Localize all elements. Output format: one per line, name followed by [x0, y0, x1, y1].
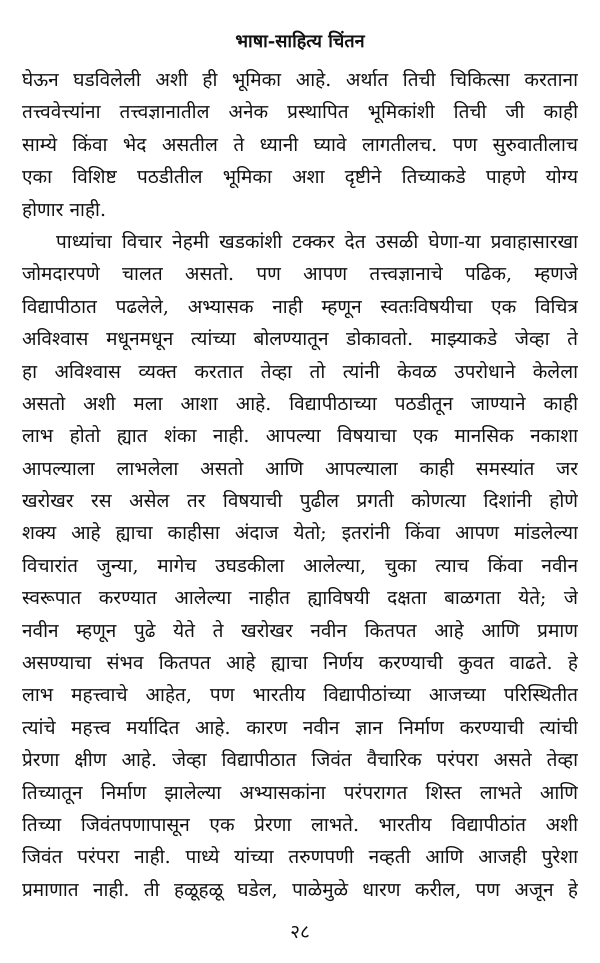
text-line: नवीन म्हणून पुढे येते ते खरोखर नवीन कितपत आहे आणि प्रमाण	[22, 619, 578, 642]
text-line: घेऊन घडविलेली अशी ही भूमिका आहे. अर्थात तिची चिकित्सा करताना	[22, 69, 578, 91]
text-line: अविश्वास मधूनमधून त्यांच्या बोलण्यातून डोकावतो. माझ्याकडे जेव्हा ते	[22, 328, 578, 351]
text-line: होणार नाही.	[22, 198, 106, 221]
text-line: साम्ये किंवा भेद असतील ते ध्यानी घ्यावे लागतीलच. पण सुरुवातीलाच	[22, 133, 578, 156]
text-line: स्वरूपात करण्यात आलेल्या नाहीत ह्याविषयी दक्षता बाळगता येते; जे	[22, 587, 578, 610]
text-line: प्रेरणा क्षीण आहे. जेव्हा विद्यापीठात जिवंत वैचारिक परंपरा असते तेव्हा	[22, 749, 578, 772]
text-line: शक्य आहे ह्याचा काहीसा अंदाज येतो; इतरांनी किंवा आपण मांडलेल्या	[22, 522, 578, 545]
text-line: एका विशिष्ट पठडीतील भूमिका अशा दृष्टीने तिच्याकडे पाहणे योग्य	[22, 166, 578, 189]
text-line: हा अविश्वास व्यक्त करतात तेव्हा तो त्यांनी केवळ उपरोधाने केलेला	[22, 360, 578, 383]
text-line: जिवंत परंपरा नाही. पाध्ये यांच्या तरुणपणी नव्हती आणि आजही पुरेशा	[22, 846, 578, 869]
text-line: तिच्या जिवंतपणापासून एक प्रेरणा लाभते. भारतीय विद्यापीठांत अशी	[22, 813, 578, 836]
text-line: आपल्याला लाभलेला असतो आणि आपल्याला काही समस्यांत जर	[22, 457, 578, 480]
text-line: त्यांचे महत्त्व मर्यादित आहे. कारण नवीन ज्ञान निर्माण करण्याची त्यांची	[22, 716, 578, 739]
text-line: जोमदारपणे चालत असतो. पण आपण तत्त्वज्ञानाचे पढिक, म्हणजे	[22, 263, 578, 286]
text-line: तत्त्ववेत्त्यांना तत्त्वज्ञानातील अनेक प्रस्थापित भूमिकांशी तिची जी काही	[22, 101, 578, 124]
text-line: तिच्यातून निर्माण झालेल्या अभ्यासकांना परंपरागत शिस्त लाभते आणि	[22, 781, 578, 804]
text-line: विचारांत जुन्या, मागेच उघडकीला आलेल्या, चुका त्याच किंवा नवीन	[22, 554, 578, 577]
paragraph-first-line: पाध्यांचा विचार नेहमी खडकांशी टक्कर देत उसळी घेणा-या प्रवाहासारखा	[56, 230, 578, 253]
text-line: खरोखर रस असेल तर विषयाची पुढील प्रगती कोणत्या दिशांनी होणे	[22, 490, 578, 513]
text-line: प्रमाणात नाही. ती हळूहळू घडेल, पाळेमुळे धारण करील, पण अजून हे	[22, 878, 578, 901]
page-number: २८	[290, 921, 310, 943]
text-line: विद्यापीठात पढलेले, अभ्यासक नाही म्हणून स्वतःविषयीचा एक विचित्र	[22, 295, 578, 318]
text-line: लाभ महत्त्वाचे आहेत, पण भारतीय विद्यापीठांच्या आजच्या परिस्थितीत	[22, 684, 578, 707]
text-line: असतो अशी मला आशा आहे. विद्यापीठाच्या पठडीतून जाण्याने काही	[22, 392, 578, 415]
text-line: लाभ होतो ह्यात शंका नाही. आपल्या विषयाचा एक मानसिक नकाशा	[22, 425, 578, 448]
body-text	[22, 64, 578, 906]
running-header: भाषा-साहित्य चिंतन	[235, 31, 365, 52]
text-line: असण्याचा संभव कितपत आहे ह्याचा निर्णय करण्याची कुवत वाढते. हे	[22, 652, 578, 675]
